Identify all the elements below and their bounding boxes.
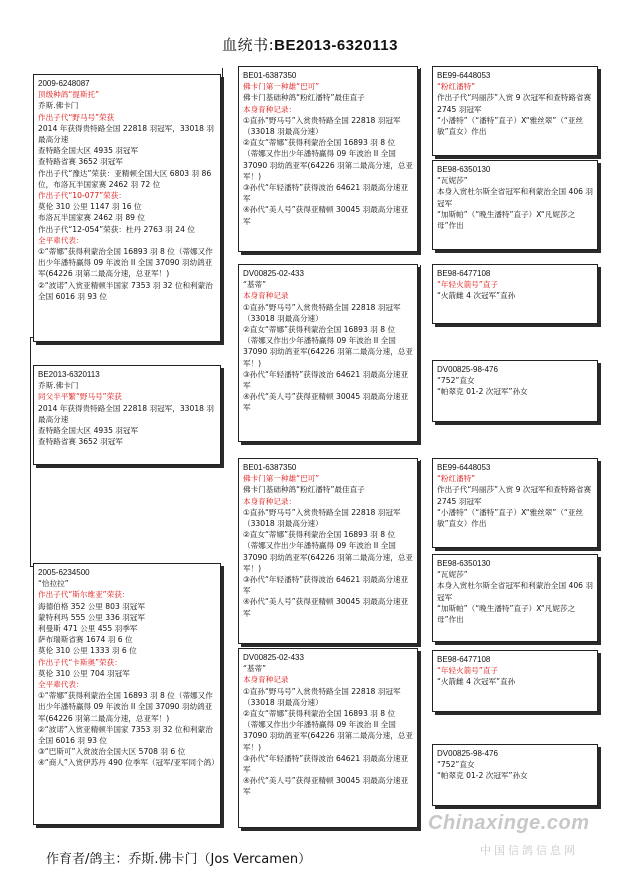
granddam-bottom-card <box>238 648 418 828</box>
great-granddam-1-card <box>432 160 598 250</box>
card-line: ④孙代“美人号”获得亚精顿 30045 羽最高分速亚军 <box>243 392 409 413</box>
card-line: “粉红潘特” <box>437 82 476 92</box>
card-line: “基蒂” <box>243 664 267 674</box>
ring-number: BE98-6477108 <box>437 269 491 278</box>
card-line: ①直孙“野马号”入赏贵特路全国 22818 羽冠军（33018 羽最高分速） <box>243 686 401 707</box>
card-line: （蒂娜又作出少年潘特赢得 09 年波治 II 全国 37090 羽幼鸽亚军(64226 羽第二最高分速，总亚军！) <box>243 336 414 368</box>
card-line: “火箭雌 4 次冠军”直孙 <box>437 291 516 301</box>
card-line: ③孙代“年轻潘特”获得波治 64621 羽最高分速亚军 <box>243 183 409 204</box>
card-line: 作出子代“10-077”荣获： <box>38 191 126 201</box>
card-line: 本身育种记录 <box>243 675 289 685</box>
card-line: “年轻火箭号”直子 <box>437 280 499 290</box>
card-line: 佛卡门第一种雄“巴可” <box>243 474 320 484</box>
card-line: “基蒂” <box>243 280 267 290</box>
card-line: ④孙代“美人号”获得亚精顿 30045 羽最高分速亚军 <box>243 776 409 797</box>
ring-number: DV00825-02-433 <box>243 269 304 278</box>
card-line: “帕翠克 01-2 次冠军”孙女 <box>437 387 528 397</box>
dam-card <box>33 563 221 825</box>
card-line: “加斯帕”（“晚生潘特”直子）X“凡妮莎之母”作出 <box>437 603 576 625</box>
card-line: 作出子代“野马号”荣获 <box>38 112 115 122</box>
card-line: ②直女“蒂娜”获得利蒙治全国 16893 羽 8 位 <box>243 530 396 540</box>
ring-number: DV00825-02-433 <box>243 653 304 662</box>
card-line: “帕翠克 01-2 次冠军”孙女 <box>437 771 528 781</box>
card-line: 莫伦 310 公里 1333 羽 6 位 <box>38 646 137 656</box>
card-line: 莫伦 310 公里 1147 羽 16 位 <box>38 202 142 212</box>
card-line: 作出子代“12-054”荣获：杜丹 2763 羽 24 位 <box>38 224 195 234</box>
grandsire-bottom-card <box>238 458 418 644</box>
grandsire-top-card <box>238 66 418 252</box>
card-line: “火箭雌 4 次冠军”直孙 <box>437 677 516 687</box>
card-line: ④孙代“美人号”获得亚精顿 30045 羽最高分速亚军 <box>243 597 409 618</box>
subject-card <box>33 365 221 465</box>
card-line: “恰拉拉” <box>38 579 69 589</box>
card-line: ③孙代“年轻潘特”获得波治 64621 羽最高分速亚军 <box>243 369 409 391</box>
card-line: 作出子代“斯尔维亚”荣获： <box>38 590 130 600</box>
ring-number: BE2013-6320113 <box>38 370 100 379</box>
card-line: “小潘特”（“潘特”直子）X“雅丝翠”（“亚丝敏”直女）作出 <box>437 115 584 137</box>
card-line: “瓦妮莎” <box>437 176 468 186</box>
card-line: “年轻火箭号”直子 <box>437 666 499 676</box>
card-line: “加斯帕”（“晚生潘特”直子）X“凡妮莎之母”作出 <box>437 209 576 231</box>
ring-number: DV00825-98-476 <box>437 365 498 374</box>
card-line: ①直孙“野马号”入赏贵特路全国 22818 羽冠军（33018 羽最高分速） <box>243 302 401 323</box>
card-line: 作出子代“卡斯奥”荣获： <box>38 657 122 667</box>
card-line: 查特路省赛 3652 羽冠军 <box>38 437 123 447</box>
ring-number: BE01-6387350 <box>243 463 297 472</box>
card-line: ②“波诺”入赏亚精顿半国家 7353 羽 32 位和利蒙治全国 6016 羽 93 位 <box>38 280 213 301</box>
ring-number: 2009-6248087 <box>38 79 90 88</box>
card-line: （蒂娜又作出少年潘特赢得 09 年波治 II 全国 37090 羽幼鸽亚军(64226 羽第二最高分速，总亚军！) <box>243 541 414 573</box>
card-line: 本身入赏杜尔斯全省冠军和利蒙治全国 406 羽冠军 <box>437 581 594 602</box>
ring-number: BE99-6448053 <box>437 463 491 472</box>
ring-number: BE98-6350130 <box>437 165 491 174</box>
card-line: 作出子代“玛丽莎”入赏 9 次冠军和查特路省赛 2745 羽冠军 <box>437 485 592 506</box>
card-line: 蒙特利玛 555 公里 336 羽冠军 <box>38 612 145 622</box>
connector-line <box>420 68 421 168</box>
ring-number: BE99-6448053 <box>437 71 491 80</box>
card-line: 乔斯.佛卡门 <box>38 381 79 391</box>
card-line: 本身育种记录： <box>243 496 297 506</box>
ring-number: DV00825-98-476 <box>437 749 498 758</box>
granddam-top-card <box>238 264 418 442</box>
card-line: 作出子代“玛丽莎”入赏 9 次冠军和查特路省赛 2745 羽冠军 <box>437 93 592 114</box>
great-grandsire-4-card <box>432 650 598 712</box>
card-line: 顶级种鸽“提斯托” <box>38 90 100 100</box>
card-line: “752”直女 <box>437 376 475 386</box>
card-line: 作出子代“豫达”荣获：亚精顿全国大区 6803 羽 86 位，布洛瓦半国家赛 2462 羽 72 位 <box>38 168 212 189</box>
card-line: 同父半平繁“野马号”荣获 <box>38 392 122 402</box>
card-line: “752”直女 <box>437 760 475 770</box>
great-granddam-3-card <box>432 554 598 642</box>
card-line: 查特路全国大区 4935 羽冠军 <box>38 426 139 436</box>
card-line: 海德伯格 352 公里 803 羽冠军 <box>38 601 145 611</box>
card-line: ②直女“蒂娜”获得利蒙治全国 16893 羽 8 位 <box>243 138 396 148</box>
connector-line <box>420 265 421 365</box>
card-line: 萨布瑞斯省赛 1674 羽 6 位 <box>38 635 133 645</box>
card-line: ②直女“蒂娜”获得利蒙治全国 16893 羽 8 位 <box>243 325 396 335</box>
card-line: ①直孙“野马号”入赏贵特路全国 22818 羽冠军（33018 羽最高分速） <box>243 507 401 529</box>
card-line: （蒂娜又作出少年潘特赢得 09 年波治 II 全国 37090 羽幼鸽亚军(64226 羽第二最高分速，总亚军！) <box>243 149 414 181</box>
card-line: ①“蒂娜”获得利蒙治全国 16893 羽 8 位（蒂娜又作出少年潘特赢得 09 年波治 II 全国 37090 羽幼鸽亚军(64226 羽第二最高分速，总亚军！) <box>38 247 213 279</box>
card-line: 全平辈代表： <box>38 680 84 690</box>
great-grandsire-3-card <box>432 458 598 548</box>
card-line: ③“巴斯可”入赏波治全国大区 5708 羽 6 位 <box>38 747 186 757</box>
card-line: ③孙代“年轻潘特”获得波治 64621 羽最高分速亚军 <box>243 753 409 775</box>
connector-line <box>222 610 223 810</box>
card-line: 莫伦 310 公里 704 羽冠军 <box>38 668 130 678</box>
connector-line <box>222 68 223 268</box>
great-grandsire-1-card <box>432 66 598 156</box>
card-line: 佛卡门基础种鸽“粉红潘特”最佳直子 <box>243 485 365 495</box>
card-line: 2014 年获得贵特路全国 22818 羽冠军，33018 羽最高分速 <box>38 403 215 424</box>
ring-number: BE01-6387350 <box>243 71 297 80</box>
sire-card <box>33 74 221 342</box>
page-title: 血统书:BE2013-6320113 <box>222 36 398 54</box>
great-grandsire-2-card <box>432 264 598 324</box>
connector-line <box>420 656 421 756</box>
card-line: （蒂娜又作出少年潘特赢得 09 年波治 II 全国 37090 羽幼鸽亚军(64226 羽第二最高分速，总亚军！) <box>243 720 414 752</box>
ring-number: BE98-6350130 <box>437 559 491 568</box>
card-line: “小潘特”（“潘特”直子）X“雅丝翠”（“亚丝敏”直女）作出 <box>437 507 584 529</box>
connector-line <box>30 337 31 567</box>
ring-number: BE98-6477108 <box>437 655 491 664</box>
card-line: “粉红潘特” <box>437 474 476 484</box>
card-line: 佛卡门第一种雄“巴可” <box>243 82 320 92</box>
breeder-footer: 作育者/鸽主：乔斯.佛卡门（Jos Vercamen） <box>46 852 312 867</box>
card-line: 利曼斯 471 公里 455 羽季军 <box>38 624 138 634</box>
card-line: 本身入赏杜尔斯全省冠军和利蒙治全国 406 羽冠军 <box>437 187 594 208</box>
card-line: 2014 年获得贵特路全国 22818 羽冠军，33018 羽最高分速 <box>38 123 215 145</box>
card-line: “瓦妮莎” <box>437 570 468 580</box>
watermark-cn: 中国信鸽信息网 <box>480 844 578 857</box>
connector-line <box>420 460 421 560</box>
card-line: 本身育种记录 <box>243 291 289 301</box>
card-line: 本身育种记录： <box>243 104 297 114</box>
card-line: 查特路省赛 3652 羽冠军 <box>38 157 123 167</box>
card-line: ①直孙“野马号”入赏贵特路全国 22818 羽冠军（33018 羽最高分速） <box>243 115 401 137</box>
great-granddam-2-card <box>432 360 598 422</box>
card-line: 布洛瓦半国家赛 2462 羽 89 位 <box>38 213 145 223</box>
card-line: 全平辈代表： <box>38 235 84 245</box>
card-line: 佛卡门基础种鸽“粉红潘特”最佳直子 <box>243 93 365 103</box>
card-line: ④“商人”入赏伊苏丹 490 位季军（冠军/亚军同个鸽） <box>38 758 219 768</box>
card-line: 乔斯.佛卡门 <box>38 101 79 111</box>
card-line: ④孙代“美人号”获得亚精顿 30045 羽最高分速亚军 <box>243 205 409 226</box>
card-line: ②直女“蒂娜”获得利蒙治全国 16893 羽 8 位 <box>243 709 396 719</box>
card-line: ①“蒂娜”获得利蒙治全国 16893 羽 8 位（蒂娜又作出少年潘特赢得 09 年波治 II 全国 37090 羽幼鸽亚军(64226 羽第二最高分速，总亚军！) <box>38 691 213 723</box>
watermark-brand: Chinaxinge.com <box>428 812 590 834</box>
card-line: ③孙代“年轻潘特”获得波治 64621 羽最高分速亚军 <box>243 575 409 596</box>
ring-number: 2005-6234500 <box>38 568 90 577</box>
card-line: ②“波诺”入赏亚精顿半国家 7353 羽 32 位和利蒙治全国 6016 羽 93 位 <box>38 724 213 746</box>
card-line: 查特路全国大区 4935 羽冠军 <box>38 146 139 156</box>
great-granddam-4-card <box>432 744 598 806</box>
